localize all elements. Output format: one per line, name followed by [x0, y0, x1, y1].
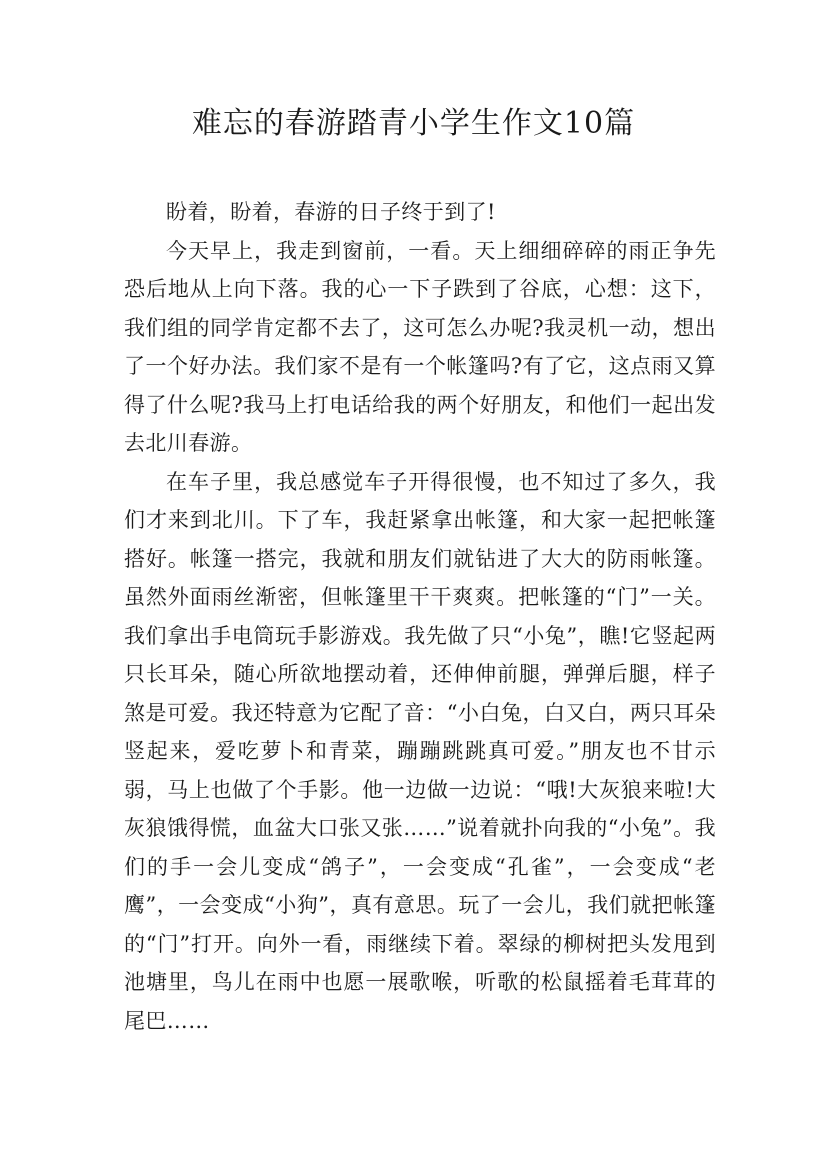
paragraph-3: 在车子里，我总感觉车子开得很慢，也不知过了多久，我们才来到北川。下了车，我赶紧拿出帐篷，和大家一起把帐篷搭好。帐篷一搭完，我就和朋友们就钻进了大大的防雨帐篷。虽然外面雨丝渐密，但帐篷里干干爽爽。把帐篷的“门”一关。我们拿出手电筒玩手影游戏。我先做了只“小兔”，瞧!它竖起两只长耳朵，随心所欲地摆动着，还伸伸前腿，弹弹后腿，样子煞是可爱。我还特意为它配了音：“小白兔，白又白，两只耳朵竖起来，爱吃萝卜和青菜，蹦蹦跳跳真可爱。”朋友也不甘示弱，马上也做了个手影。他一边做一边说：“哦!大灰狼来啦!大灰狼饿得慌，血盆大口张又张……”说着就扑向我的“小兔”。我们的手一会儿变成“鸽子”，一会变成“孔雀”，一会变成“老鹰”，一会变成“小狗”，真有意思。玩了一会儿，我们就把帐篷的“门”打开。向外一看，雨继续下着。翠绿的柳树把头发甩到池塘里，鸟儿在雨中也愿一展歌喉，听歌的松鼠摇着毛茸茸的尾巴…… — [124, 469, 716, 1033]
paragraph-2: 今天早上，我走到窗前，一看。天上细细碎碎的雨正争先恐后地从上向下落。我的心一下子跌到了谷底，心想：这下，我们组的同学肯定都不去了，这可怎么办呢?我灵机一动，想出了一个好办法。我们家不是有一个帐篷吗?有了它，这点雨又算得了什么呢?我马上打电话给我的两个好朋友，和他们一起出发去北川春游。 — [124, 238, 716, 455]
document-title: 难忘的春游踏青小学生作文10篇 — [191, 106, 636, 141]
paragraph-1: 盼着，盼着，春游的日子终于到了! — [166, 200, 496, 224]
document-body — [124, 193, 716, 1040]
